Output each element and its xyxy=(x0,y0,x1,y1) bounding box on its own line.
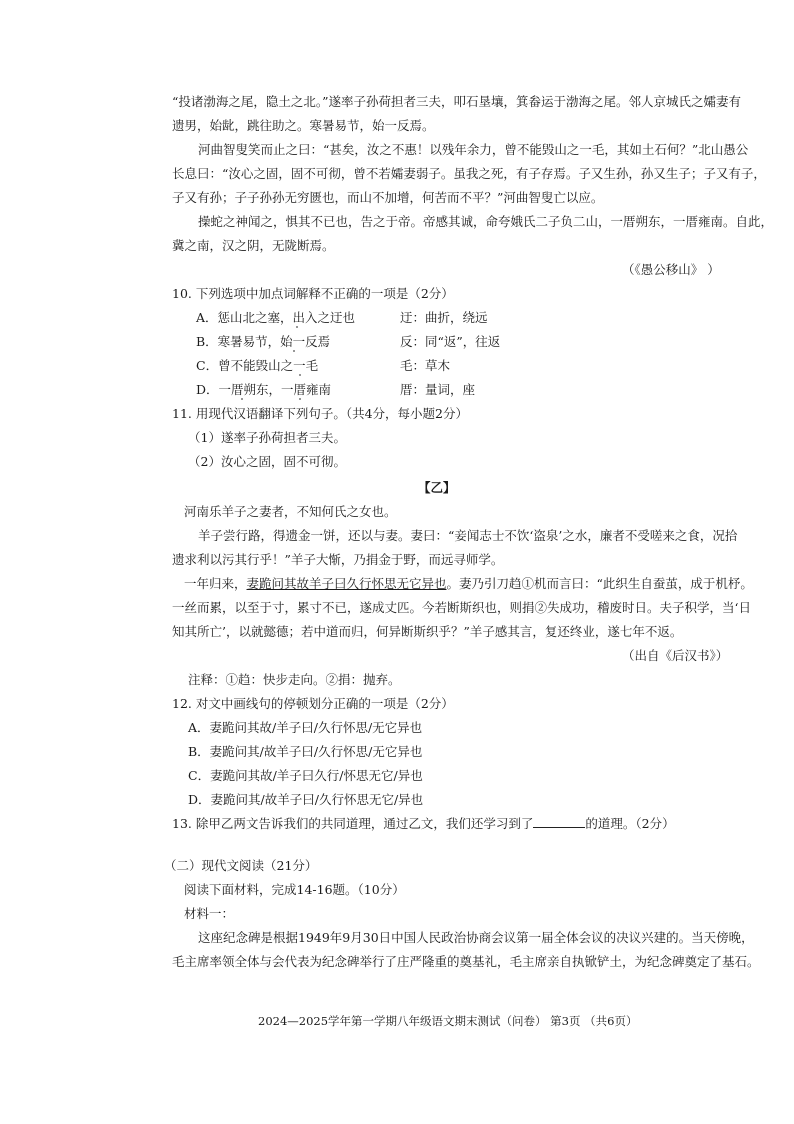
emphasis-dot xyxy=(293,350,295,352)
underlined-sentence: 妻跪问其故羊子曰久行怀思无它异也 xyxy=(246,576,447,591)
q10-option-d: D．一厝朔东，一厝雍南 xyxy=(196,382,332,397)
q10-option-b: B．寒暑易节，始一反焉 xyxy=(196,334,331,349)
q10-stem: 10. 下列选项中加点词解释不正确的一项是（2分） xyxy=(172,286,454,301)
q10-option-c: C．曾不能毁山之一毛 xyxy=(196,358,319,373)
q10-gloss-d: 厝：量词，座 xyxy=(400,382,476,397)
passage-b-note: 注释：①趋：快步走向。②捐：抛弃。 xyxy=(188,672,401,687)
passage-b-line-2: 羊子尝行路，得遗金一饼，还以与妻。妻曰：“妾闻志士不饮‘盗泉’之水，廉者不受嗟来之食，况拾 xyxy=(198,528,738,543)
q11-stem: 11. 用现代汉语翻译下列句子。（共4分，每小题2分） xyxy=(172,406,469,421)
q13-stem-post: 的道理。（2分） xyxy=(585,816,675,831)
passage-b-line-3: 遗求利以污其行乎！”羊子大惭，乃捐金于野，而远寻师学。 xyxy=(172,552,504,567)
material-line-2: 毛主席率领全体与会代表为纪念碑举行了庄严隆重的奠基礼，毛主席亲自执锨铲土，为纪念碑奠定了基石。 xyxy=(172,954,760,969)
passage-b-line-4-post: 。妻乃引刀趋①机而言曰：“此织生自蚕茧，成于机杼。 xyxy=(446,576,753,591)
passage-a-line-2: 遗男，始龀，跳往助之。寒暑易节，始一反焉。 xyxy=(172,118,435,133)
section-2-instruction: 阅读下面材料，完成14-16题。（10分） xyxy=(184,882,405,897)
q10-gloss-a: 迂：曲折，绕远 xyxy=(400,310,488,325)
emphasis-dot xyxy=(299,374,301,376)
passage-b-source: （出自《后汉书》） xyxy=(622,648,729,663)
q12-option-b: B．妻跪问其/故羊子曰/久行怀思/无它异也 xyxy=(188,744,423,759)
page-footer: 2024—2025学年第一学期八年级语文期末测试（问卷） 第3页 （共6页） xyxy=(258,1014,638,1028)
material-line-1: 这座纪念碑是根据1949年9月30日中国人民政治协商会议第一届全体会议的决议兴建的。当天傍晚， xyxy=(198,930,754,945)
passage-b-line-4 xyxy=(184,576,753,592)
passage-b-line-1: 河南乐羊子之妻者，不知何氏之女也。 xyxy=(184,504,397,519)
passage-b-line-5: 一丝而累，以至于寸，累寸不已，遂成丈匹。今若断斯织也，则捐②失成功，稽废时日。夫子积学，当‘日 xyxy=(172,600,751,615)
emphasis-dot xyxy=(241,398,243,400)
q10-gloss-c: 毛：草木 xyxy=(400,358,451,373)
answer-blank[interactable] xyxy=(533,816,585,828)
emphasis-dot xyxy=(299,398,301,400)
passage-a-line-3: 河曲智叟笑而止之曰：“甚矣，汝之不惠！以残年余力，曾不能毁山之一毛，其如土石何？”北山愚公 xyxy=(198,142,749,157)
q13-stem xyxy=(172,816,675,832)
q12-option-c: C．妻跪问其故/羊子曰久行/怀思无它/异也 xyxy=(188,768,423,783)
passage-a-source: （《愚公移山》 ） xyxy=(622,262,720,277)
q12-stem: 12. 对文中画线句的停顿划分正确的一项是（2分） xyxy=(172,696,454,711)
passage-a-line-5: 子又有孙；子子孙孙无穷匮也，而山不加增，何苦而不平？”河曲智叟亡以应。 xyxy=(172,190,604,205)
emphasis-dot xyxy=(296,326,298,328)
passage-a-line-6: 操蛇之神闻之，惧其不已也，告之于帝。帝感其诚，命夸娥氏二子负二山，一厝朔东，一厝雍南。自此， xyxy=(198,214,774,229)
q10-gloss-b: 反：同“返”，往返 xyxy=(400,334,501,349)
passage-b-heading: 【乙】 xyxy=(418,480,456,495)
q11-item-2: （2）汝心之固，固不可彻。 xyxy=(188,454,346,469)
passage-b-line-4-pre: 一年归来， xyxy=(184,576,247,591)
q12-option-d: D．妻跪问其/故羊子曰/久行怀思无它/异也 xyxy=(188,792,424,807)
section-2-title: （二）现代文阅读（21分） xyxy=(164,858,318,873)
passage-a-line-1: “投诸渤海之尾，隐土之北。”遂率子孙荷担者三夫，叩石垦壤，箕畚运于渤海之尾。邻人京城氏之孀妻有 xyxy=(172,94,742,109)
material-label: 材料一： xyxy=(184,906,235,921)
passage-a-line-4: 长息曰：“汝心之固，固不可彻，曾不若孀妻弱子。虽我之死，有子存焉。子又生孙，孙又生子；子又有子， xyxy=(172,166,766,181)
q10-option-a: A．惩山北之塞，出入之迂也 xyxy=(196,310,356,325)
q11-item-1: （1）遂率子孙荷担者三夫。 xyxy=(188,430,346,445)
passage-a-line-7: 冀之南，汉之阴，无陇断焉。 xyxy=(172,238,335,253)
q12-option-a: A．妻跪问其故/羊子曰/久行怀思/无它异也 xyxy=(188,720,423,735)
passage-b-line-6: 知其所亡’，以就懿德；若中道而归，何异断斯织乎？”羊子感其言，复还终业，遂七年不返。 xyxy=(172,624,683,639)
q13-stem-pre: 13. 除甲乙两文告诉我们的共同道理，通过乙文，我们还学习到了 xyxy=(172,816,534,831)
